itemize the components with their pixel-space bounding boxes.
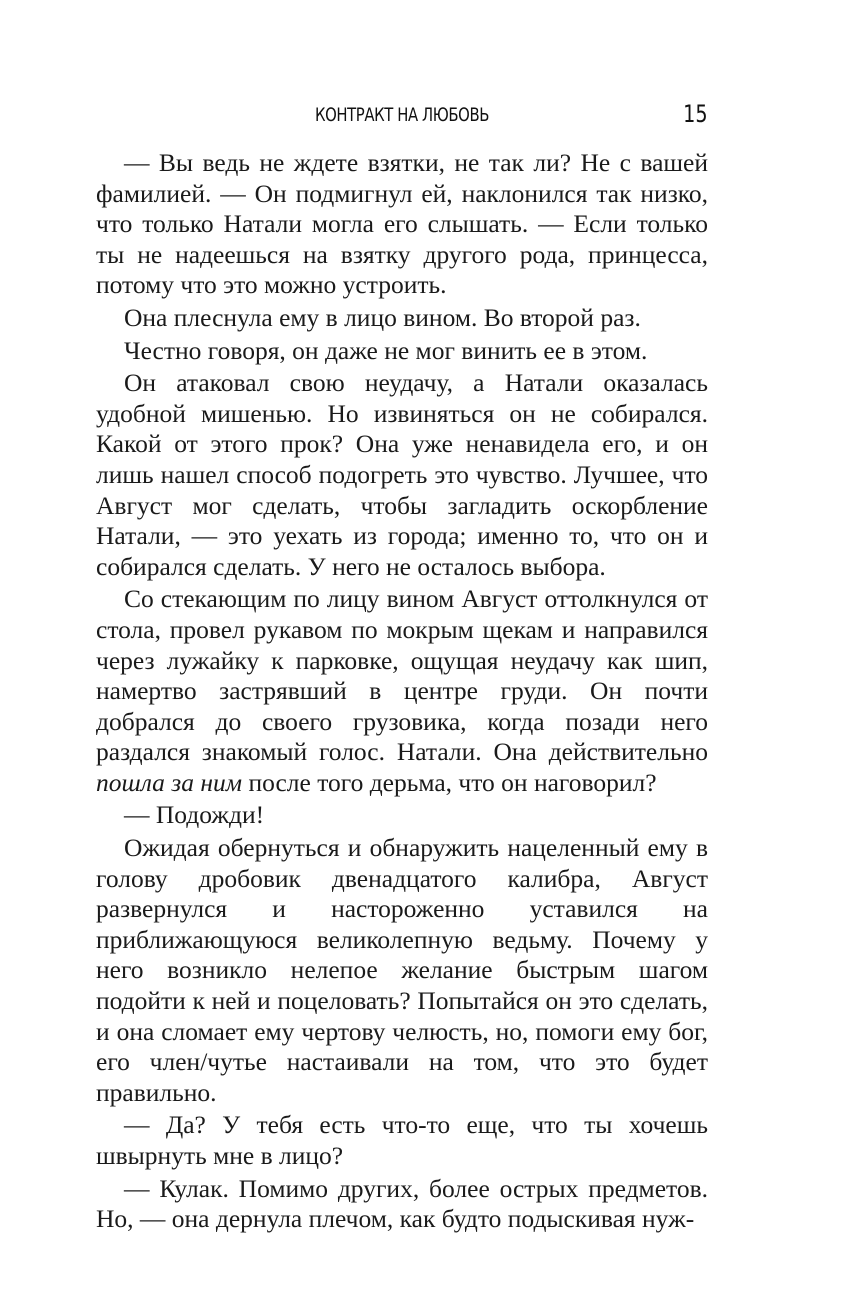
paragraph: Ожидая обернуться и обнаружить нацеленный ему в голову дробовик двенадцатого калибра, Август развернулся и настороженно уставился на приближающуюся великолепную ведьму. Почему у него возникло нелепое желание быстрым шагом подойти к ней и поцеловать? Попытайся он это сделать, и она сломает ему чертову челюсть, но, помоги ему бог, его член/чутье настаивали на том, что это будет правильно. bbox=[96, 833, 708, 1107]
paragraph: — Подожди! bbox=[124, 800, 265, 830]
emphasized-text: пошла за ним bbox=[96, 767, 243, 797]
paragraph: — Да? У тебя есть что-то еще, что ты хочешь швырнуть мне в лицо? bbox=[96, 1110, 708, 1170]
page-number: 15 bbox=[683, 100, 708, 128]
paragraph: Он атаковал свою неудачу, а Натали оказалась удобной мишенью. Но извиняться он не собирался. Какой от этого прок? Она уже ненавидела его, и он лишь нашел способ подогреть это чувство. Лучшее, что Август мог сделать, чтобы загладить оскорбление Натали, — это уехать из города; именно то, что он и собирался сделать. У него не осталось выбора. bbox=[96, 368, 708, 581]
paragraph: — Кулак. Помимо других, более острых предметов. Но, — она дернула плечом, как будто подыскивая нуж- bbox=[96, 1173, 708, 1234]
running-head bbox=[96, 100, 708, 132]
book-title: КОНТРАКТ НА ЛЮБОВЬ bbox=[314, 104, 490, 126]
body-text bbox=[96, 148, 708, 1235]
paragraph-text: после того дерьма, что он наговорил? bbox=[242, 767, 657, 797]
paragraph: — Вы ведь не ждете взятки, не так ли? Не с вашей фамилией. — Он подмигнул ей, наклонился так низко, что только Натали могла его слышать. — Если только ты не надеешься на взятку другого рода, принцесса, потому что это можно устроить. bbox=[96, 148, 708, 300]
paragraph: Честно говоря, он даже не мог винить ее в этом. bbox=[124, 335, 648, 365]
paragraph-text: Со стекающим по лицу вином Август оттолкнулся от стола, провел рукавом по мокрым щекам и направился через лужайку к парковке, ощущая неудачу как шип, намертво застрявший в центре груди. Он почти добрался до своего грузовика, когда позади него раздался знакомый голос. Натали. Она действительно bbox=[96, 584, 708, 767]
paragraph bbox=[96, 584, 708, 798]
paragraph: Она плеснула ему в лицо вином. Во второй раз. bbox=[124, 302, 641, 332]
